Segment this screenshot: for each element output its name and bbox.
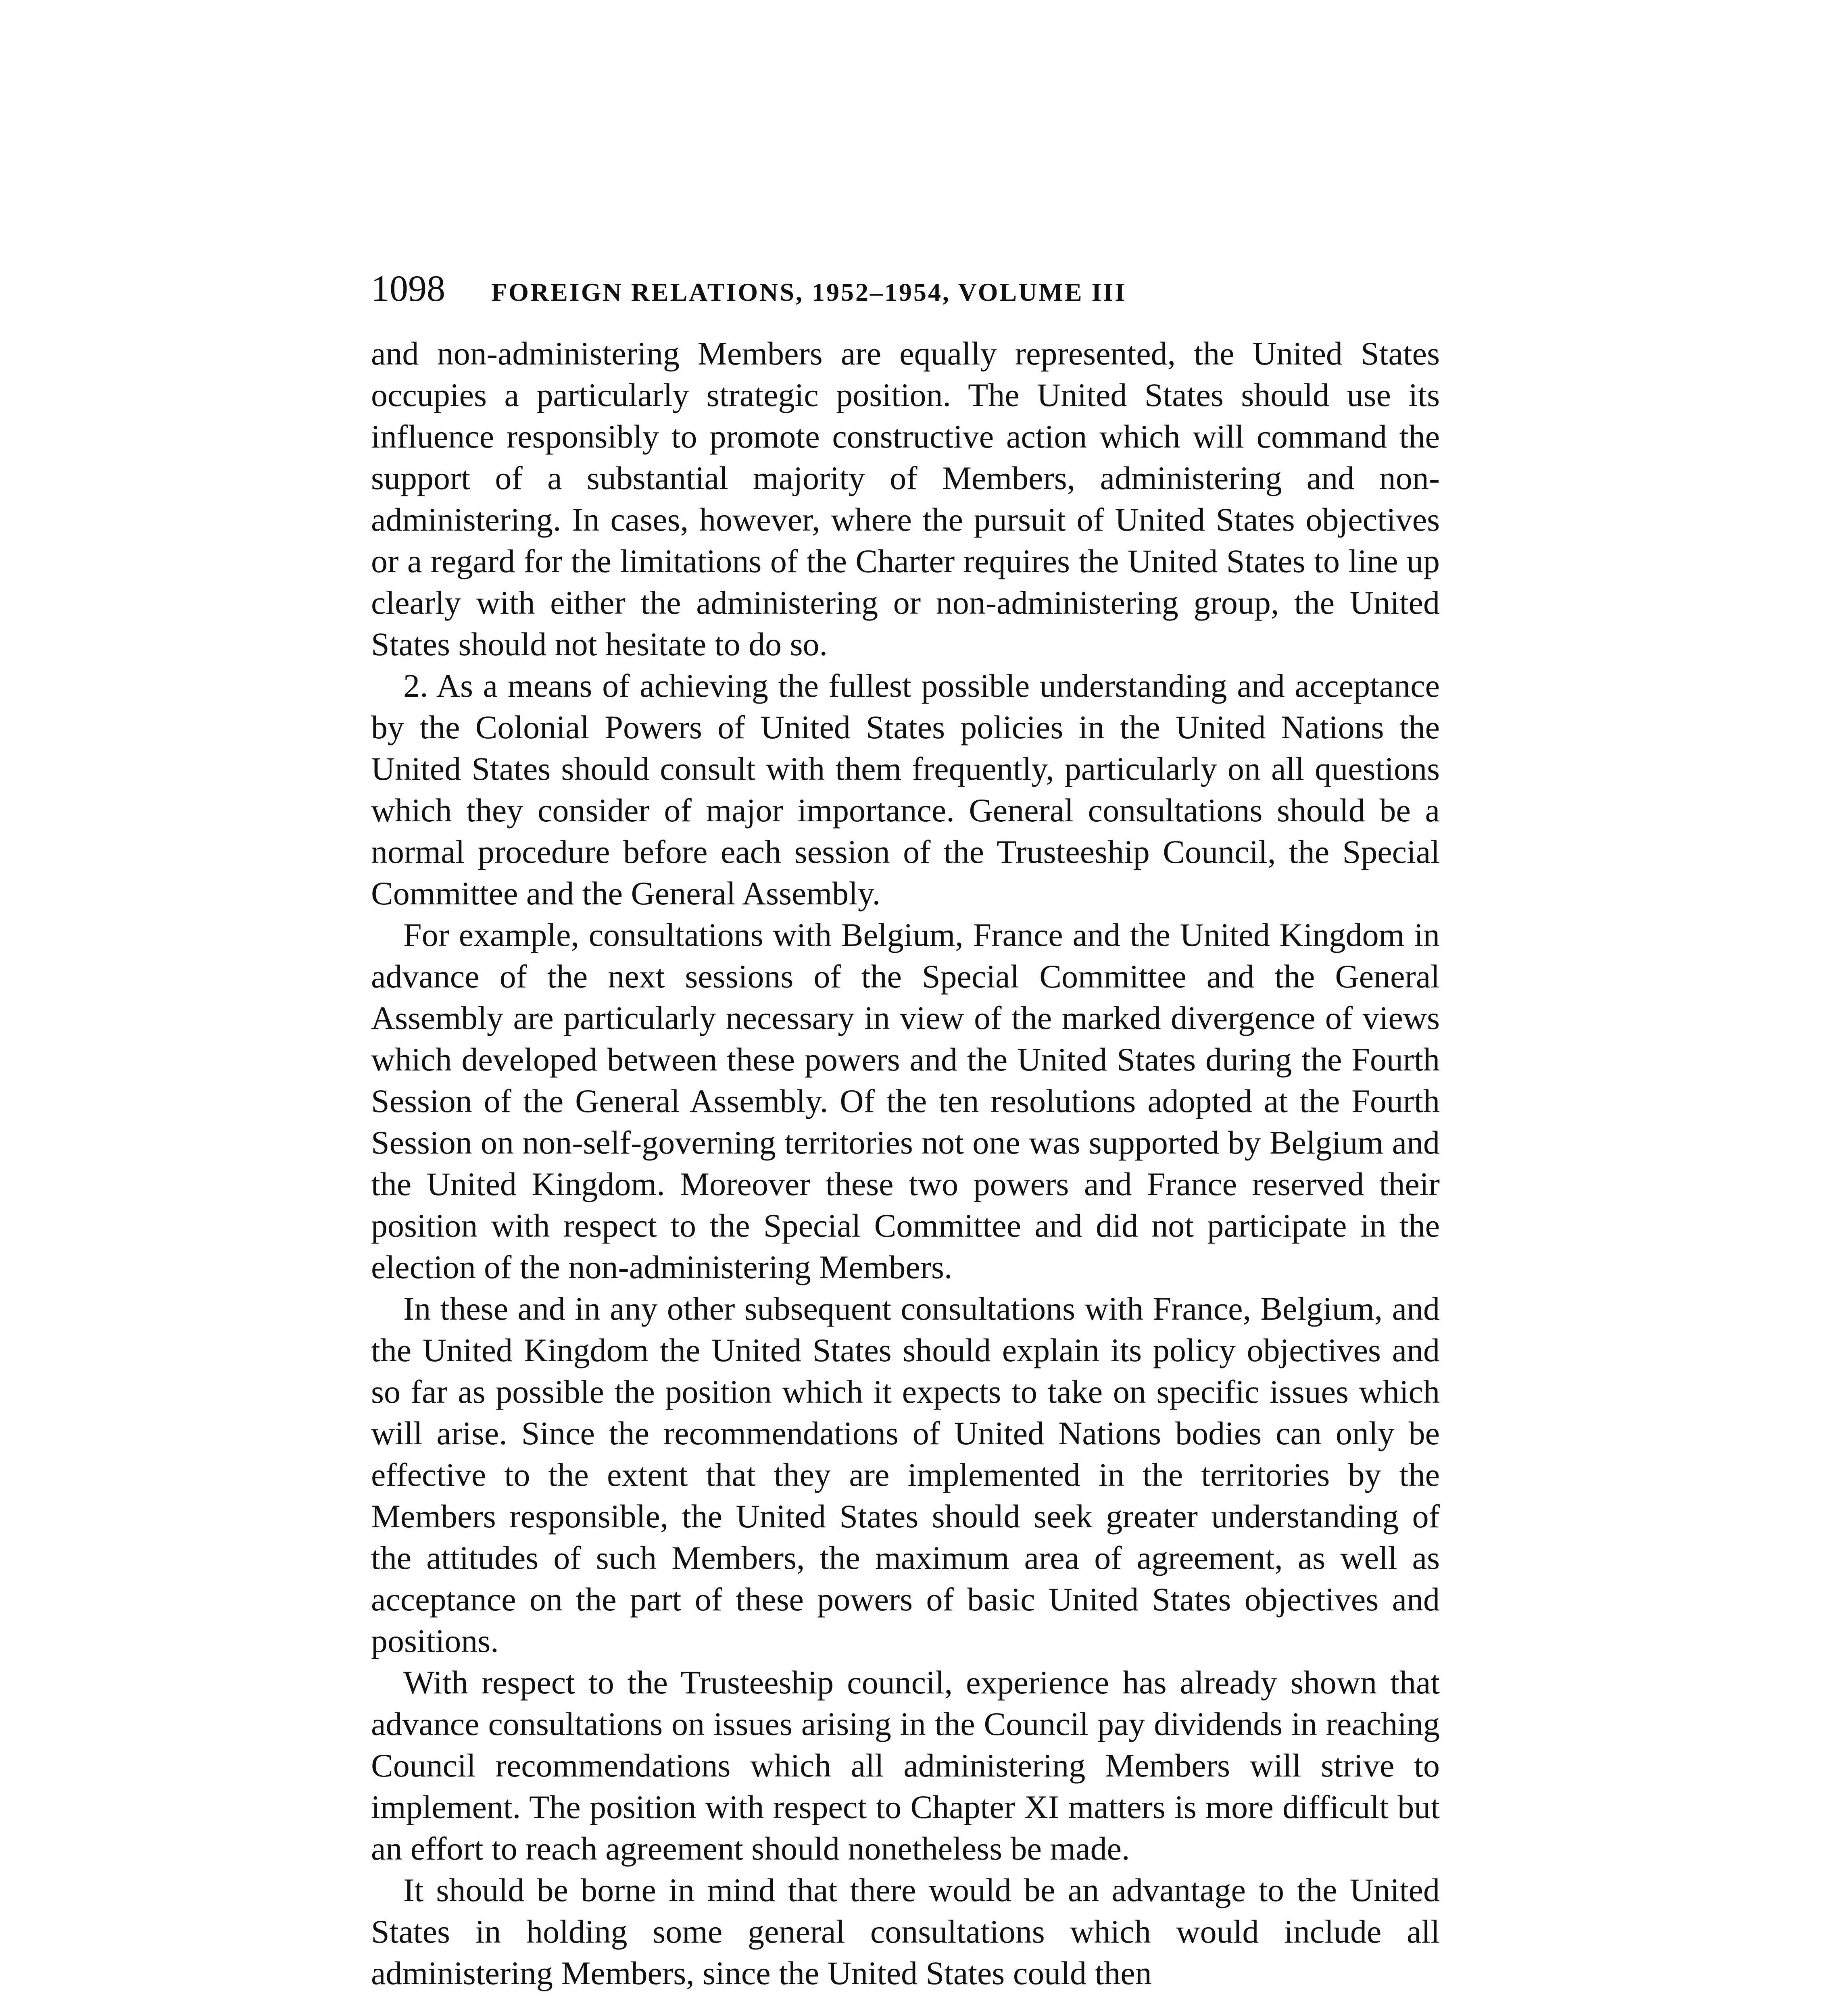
paragraph-continued: and non-administering Members are equally represented, the United States occupies a particularly strategic position. The United States should use its influence responsibly to promote constructive action which will command the support of a substantial majority of Members, administering and non-administering. In cases, however, where the pursuit of United States objectives or a regard for the limitations of the Charter requires the United States to line up clearly with either the administering or non-administering group, the United States should not hesitate to do so. xyxy=(371,335,1440,662)
body-text xyxy=(371,333,1440,1994)
running-title: FOREIGN RELATIONS, 1952–1954, VOLUME III xyxy=(491,278,1127,306)
page-number: 1098 xyxy=(371,268,445,309)
paragraph-consultations: In these and in any other subsequent consultations with France, Belgium, and the United Kingdom the United States should explain its policy objectives and so far as possible the position which it expects to take on specific issues which will arise. Since the recommendations of United Nations bodies can only be effective to the extent that they are implemented in the territories by the Members responsible, the United States should seek greater understanding of the attitudes of such Members, the maximum area of agreement, as well as acceptance on the part of these powers of basic United States objectives and positions. xyxy=(371,1290,1440,1659)
page-header xyxy=(371,264,1460,312)
paragraph-example: For example, consultations with Belgium, France and the United Kingdom in advance of the next sessions of the Special Committee and the General Assembly are particularly necessary in view of the marked divergence of views which developed between these powers and the United States during the Fourth Session of the General Assembly. Of the ten resolutions adopted at the Fourth Session on non-self-governing territories not one was supported by Belgium and the United Kingdom. Moreover these two powers and France reserved their position with respect to the Special Committee and did not participate in the election of the non-administering Members. xyxy=(371,916,1440,1285)
paragraph-point-2: 2. As a means of achieving the fullest possible understanding and acceptance by the Colonial Powers of United States policies in the United Nations the United States should consult with them frequently, particularly on all questions which they consider of major importance. General consultations should be a normal procedure before each session of the Trusteeship Council, the Special Committee and the General Assembly. xyxy=(371,667,1440,912)
paragraph-trusteeship: With respect to the Trusteeship council, experience has already shown that advance consultations on issues arising in the Council pay dividends in reaching Council recommendations which all administering Members will strive to implement. The position with respect to Chapter XI matters is more difficult but an effort to reach agreement should nonetheless be made. xyxy=(371,1664,1440,1867)
paragraph-general-consultations: It should be borne in mind that there would be an advantage to the United States in holding some general consultations which would include all administering Members, since the United States could then xyxy=(371,1872,1440,1991)
